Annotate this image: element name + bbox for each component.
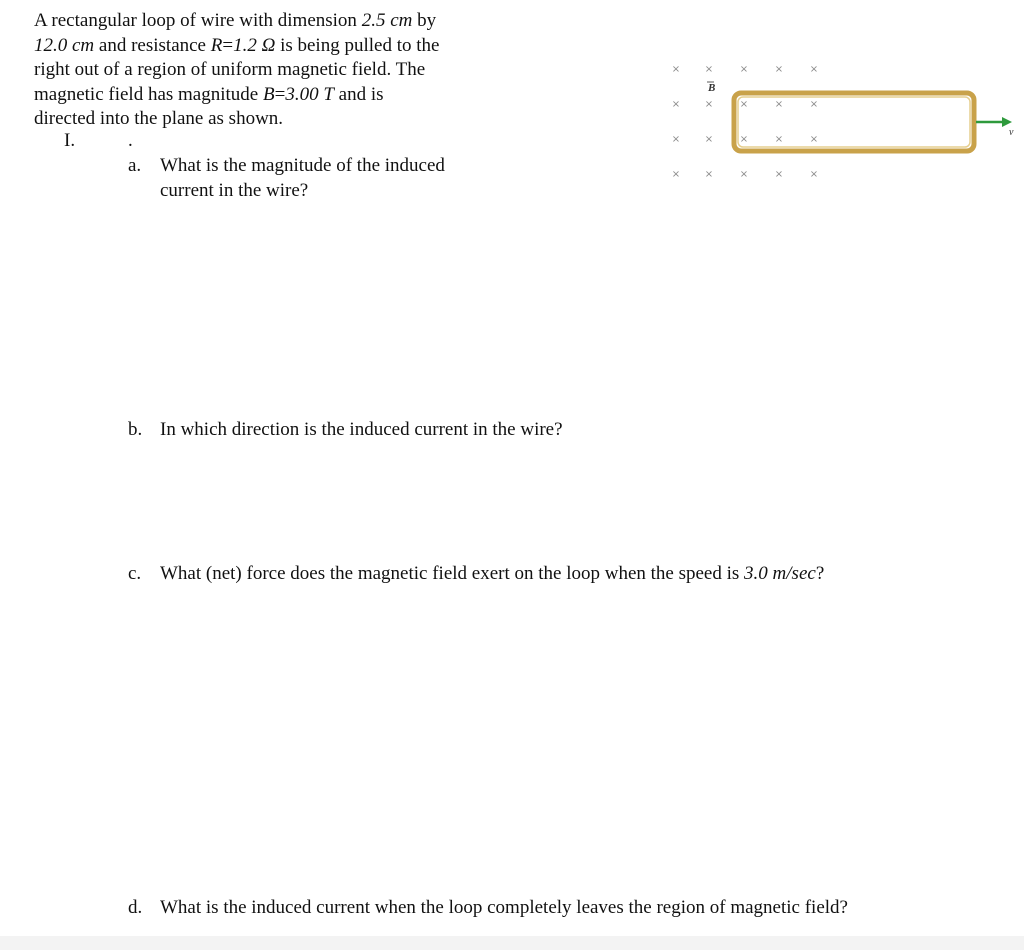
problem-text: A rectangular loop of wire with dimension [34,10,357,31]
field-x-mark: × [704,134,714,145]
field-x-mark: × [739,169,749,180]
length-value: 12.0 [34,34,68,56]
question-letter: d. [128,897,143,918]
field-x-mark: × [739,64,749,75]
field-x-mark: × [671,99,681,110]
field-x-mark: × [774,64,784,75]
unit-tesla: T [323,83,334,105]
wire-loop-outer [734,93,974,151]
field-x-mark: × [774,134,784,145]
question-text [160,562,824,587]
question-letter: b. [128,419,143,440]
problem-text: and is [338,83,384,105]
equals-sign: = [274,83,286,105]
width-value: 2.5 [361,10,386,31]
resistance-symbol: R [210,34,223,56]
magnetic-field-diagram [650,55,1024,195]
field-x-mark: × [809,134,819,145]
problem-text: by [417,10,437,31]
problem-statement [34,9,504,132]
question-letter: c. [128,563,142,584]
question-text: What is the induced current when the loop completely leaves the region of magnetic field? [160,897,848,918]
page-bottom-edge [0,936,1024,950]
wire-loop-inner [738,97,970,147]
field-x-mark: × [809,169,819,180]
problem-text: and resistance [98,34,206,56]
field-x-mark: × [774,169,784,180]
field-x-mark: × [739,134,749,145]
question-mark: ? [815,563,825,584]
field-x-mark: × [704,169,714,180]
field-value: 3.00 [285,83,319,105]
field-x-mark: × [704,99,714,110]
field-x-mark: × [774,99,784,110]
velocity-arrowhead [1002,117,1012,127]
unit-cm: cm [72,34,95,56]
question-text-part: What (net) force does the magnetic field exert on the loop when the speed is [160,563,740,584]
field-x-mark: × [671,169,681,180]
resistance-value: 1.2 Ω [233,34,276,56]
field-x-mark: × [739,99,749,110]
field-label: B [708,82,716,94]
question-text: In which direction is the induced current in the wire? [160,419,563,440]
speed-value: 3.0 [744,563,768,584]
speed-unit: m/sec [772,563,816,584]
equals-sign: = [222,34,234,56]
field-marks [672,64,818,180]
problem-text: is being pulled to the [280,34,440,56]
section-dot: . [128,130,133,151]
field-x-mark: × [671,64,681,75]
unit-cm: cm [390,10,413,31]
field-x-mark: × [809,64,819,75]
field-x-mark: × [809,99,819,110]
field-symbol: B [262,83,275,105]
field-x-mark: × [704,64,714,75]
field-x-mark: × [671,134,681,145]
section-numeral: I. [64,130,76,151]
question-text: What is the magnitude of the induced current in the wire? [160,155,445,201]
velocity-label: v [1009,127,1014,138]
problem-text: directed into the plane as shown. [34,108,284,129]
question-letter: a. [128,155,142,176]
problem-text: magnetic field has magnitude [34,83,259,105]
problem-text: right out of a region of uniform magnetic field. The [34,59,426,80]
